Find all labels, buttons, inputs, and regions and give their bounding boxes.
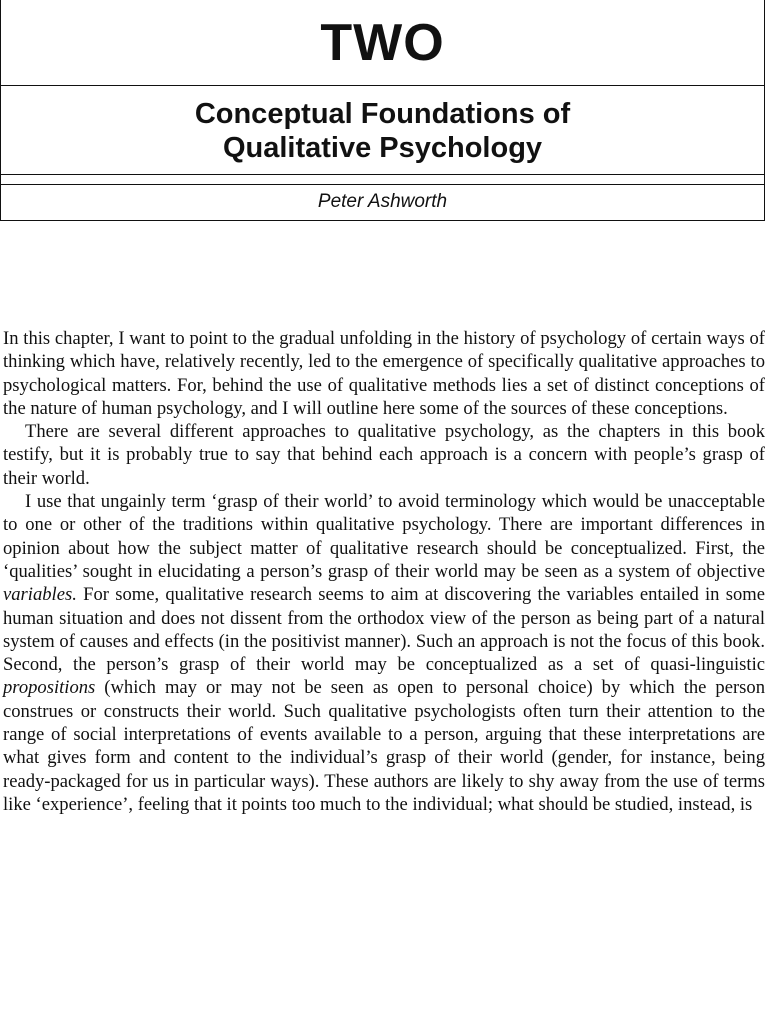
paragraph-3 [3,490,765,816]
paragraph-3-text-b: For some, qualitative research seems to aim at discovering the variables entailed in some human situation and does not dissent from the orthodox view of the person as being part of a natural system of causes and effects (in the positivist manner). Such an approach is not the focus of this book. Second, the person’s grasp of their world may be conceptualized as a set of quasi-linguistic [3,584,765,676]
paragraph-3-text-a: I use that ungainly term ‘grasp of their world’ to avoid terminology which would be unacceptable to one or other of the traditions within qualitative psychology. There are important differences in opinion about how the subject matter of qualitative research should be conceptualized. First, the ‘qualities’ sought in elucidating a person’s grasp of their world may be seen as a system of objective [3,491,765,582]
paragraph-2-text: There are several different approaches to qualitative psychology, as the chapters in this book testify, but it is probably true to say that behind each approach is a concern with people’s grasp of their world. [3,421,765,489]
paragraph-1 [3,327,765,420]
paragraph-3-text-c: (which may or may not be seen as open to personal choice) by which the person construes or constructs their world. Such qualitative psychologists often turn their attention to the range of social interpretations of events available to a person, arguing that these interpretations are what gives form and content to the individual’s grasp of their world (gender, for instance, being ready-packaged for us in particular ways). These authors are likely to shy away from the use of terms like ‘experience’, feeling that it points too much to the individual; what should be studied, instead, is [3,677,765,815]
emphasis-propositions: propositions [3,677,96,699]
chapter-number: TWO [320,14,445,72]
chapter-author: Peter Ashworth [317,191,448,212]
header-divider-lower [1,184,764,185]
chapter-title-line-1: Conceptual Foundations of [194,98,571,130]
header-divider-middle [1,174,764,175]
chapter-body [3,327,765,816]
chapter-title [1,97,764,165]
header-divider-top [1,85,764,86]
paragraph-2 [3,420,765,490]
emphasis-variables: variables. [3,584,77,606]
chapter-header [0,0,765,221]
chapter-title-line-2: Qualitative Psychology [222,132,543,164]
paragraph-1-text: In this chapter, I want to point to the gradual unfolding in the history of psychology of certain ways of thinking which have, relatively recently, led to the emergence of specifically qualitative approaches to psychological matters. For, behind the use of qualitative methods lies a set of distinct conceptions of the nature of human psychology, and I will outline here some of the sources of these conceptions. [3,328,765,419]
